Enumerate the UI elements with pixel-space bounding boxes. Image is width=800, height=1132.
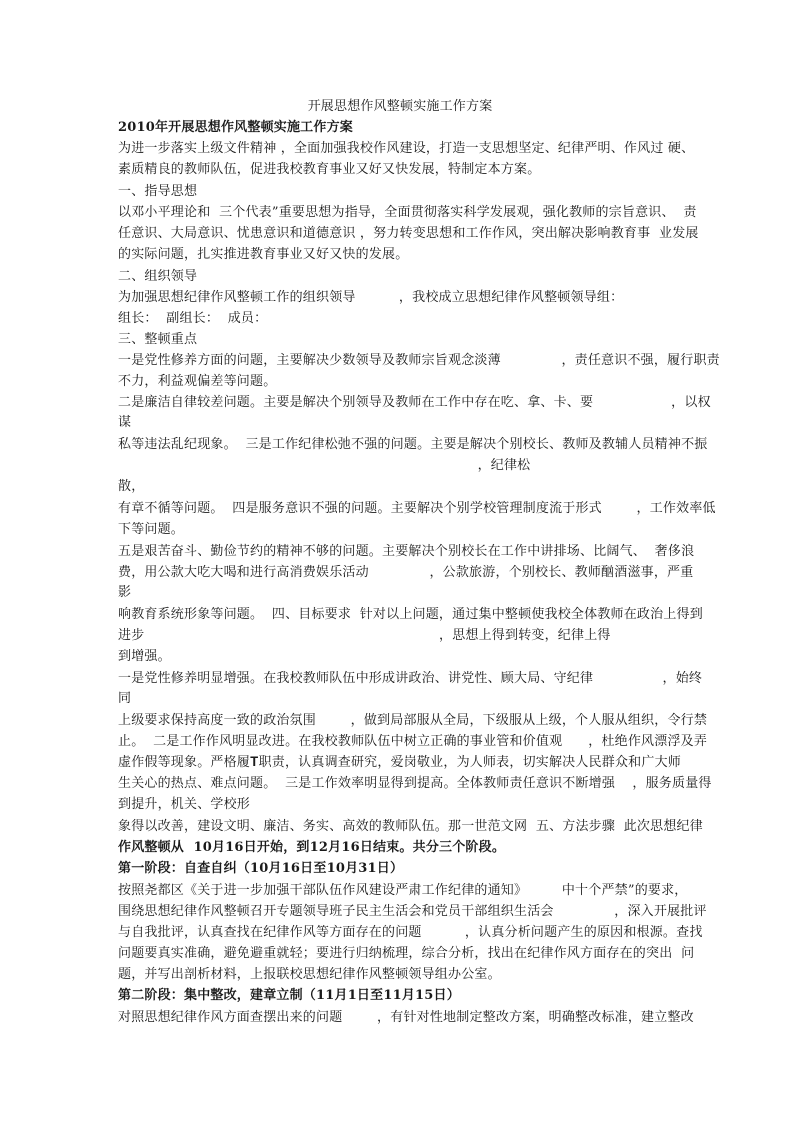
- doc-line: 任意识、大局意识、忧患意识和道德意识 ，努力转变思想和工作作风，突出解决影响教育事 业发展: [118, 226, 699, 241]
- doc-line: 私等违法乱纪现象。 三是工作纪律松弛不强的问题。主要是解决个别校长、教师及教辅人员精神不振: [118, 437, 708, 452]
- doc-line: 的实际问题，扎实推进教育事业又好又快的发展。: [118, 247, 409, 262]
- doc-line: 象得以改善，建设文明、廉洁、务实、高效的教师队伍。那一世范文网 五、方法步骤 此次思想纪律: [118, 819, 703, 834]
- section-heading: 一、指导思想: [118, 184, 198, 199]
- doc-line: 题，并写出剖析材料，上报联校思想纪律作风整顿领导组办公室。: [118, 967, 501, 982]
- doc-line: 组长： 副组长： 成员：: [118, 311, 268, 326]
- doc-line: 止。 二是工作作风明显改进。在我校教师队伍中树立正确的事业管和价值观 ，杜绝作风漂浮及弄: [118, 734, 708, 749]
- doc-line: 为加强思想纪律作风整顿工作的组织领导 ，我校成立思想纪律作风整顿领导组：: [118, 290, 624, 305]
- document-title: 开展思想作风整顿实施工作方案: [307, 99, 493, 114]
- doc-line: 为进一步落实上级文件精神 ，全面加强我校作风建设，打造一支思想坚定、纪律严明、作风过 硬、: [118, 141, 695, 156]
- doc-line: 进步 ，思想上得到转变，纪律上得: [118, 628, 611, 643]
- doc-line: 与自我批评，认真查找在纪律作风等方面存在的问题 ，认真分析问题产生的原因和根源。查找: [118, 925, 703, 940]
- doc-line: 谋: [118, 415, 132, 430]
- section-heading: 三、整顿重点: [118, 332, 198, 347]
- doc-line: 一是党性修养明显增强。在我校教师队伍中形成讲政治、讲党性、顾大局、守纪律 ，始终: [118, 671, 703, 686]
- doc-line: 响教育系统形象等问题。 四、目标要求 针对以上问题，通过集中整顿使我校全体教师在政治上得到: [118, 607, 703, 622]
- doc-line: 以邓小平理论和 三个代表”重要思想为指导，全面贯彻落实科学发展观，强化教师的宗旨意识、 责: [118, 205, 697, 220]
- doc-line: 上级要求保持高度一致的政治氛围 ，做到局部服从全局，下级服从上级，个人服从组织，令行禁: [118, 713, 708, 728]
- phase-heading: 第二阶段：集中整改，建章立制（11月1日至11月15日）: [118, 988, 460, 1003]
- doc-line: 有章不循等问题。 四是服务意识不强的问题。主要解决个别学校管理制度流于形式 ，工作效率低: [118, 501, 716, 516]
- doc-line: 散，: [118, 479, 145, 494]
- doc-line: 到增强。: [118, 649, 171, 664]
- doc-line: 到提升，机关、学校形: [118, 797, 251, 812]
- doc-line: 素质精良的教师队伍，促进我校教育事业又好又快发展，特制定本方案。: [118, 162, 541, 177]
- doc-line: 作风整顿从 10月16日开始，到12月16日结束。共分三个阶段。: [118, 840, 506, 855]
- doc-line: 2010年开展思想作风整顿实施工作方案: [118, 120, 353, 135]
- doc-line: 同: [118, 691, 132, 706]
- doc-line: 一是党性修养方面的问题，主要解决少数领导及教师宗旨观念淡薄 ，责任意识不强，履行职责: [118, 353, 720, 368]
- doc-line: 对照思想纪律作风方面查摆出来的问题 ，有针对性地制定整改方案，明确整改标准，建立整改: [118, 1010, 694, 1025]
- section-heading: 二、组织领导: [118, 269, 198, 284]
- doc-line: 五是艰苦奋斗、勤俭节约的精神不够的问题。主要解决个别校长在工作中讲排场、比阔气、 奢侈浪: [118, 544, 695, 559]
- doc-line: 下等问题。: [118, 522, 185, 537]
- doc-line: 围绕思想纪律作风整顿召开专题领导班子民主生活会和党员干部组织生活会 ，深入开展批评: [118, 904, 707, 919]
- doc-line: 二是廉洁自律较差问题。主要是解决个别领导及教师在工作中存在吃、拿、卡、要 ，以权: [118, 395, 711, 410]
- doc-line: 影: [118, 585, 132, 600]
- doc-line: 费，用公款大吃大喝和进行高消费娱乐活动 ，公款旅游，个别校长、教师酗酒滋事，严重: [118, 565, 694, 580]
- doc-line: 按照尧都区《关于进一步加强干部队伍作风建设严肃工作纪律的通知》 中十个严禁”的要求，: [118, 883, 688, 898]
- doc-line: 生关心的热点、难点问题。 三是工作效率明显得到提高。全体教师责任意识不断增强 ，服务质量得: [118, 776, 712, 791]
- doc-line: 虚作假等现象。严格履𝐓职责，认真调查研究，爱岗敬业，为人师表，切实解决人民群众和广大师: [118, 755, 681, 770]
- phase-heading: 第一阶段：自查自纠（10月16日至10月31日）: [118, 861, 404, 876]
- doc-line: 不力，利益观偏差等问题。: [118, 374, 277, 389]
- doc-line: 问题要真实准确，避免避重就轻；要进行归纳梳理，综合分析，找出在纪律作风方面存在的突出 问: [118, 946, 695, 961]
- doc-line: ，纪律松: [118, 458, 531, 473]
